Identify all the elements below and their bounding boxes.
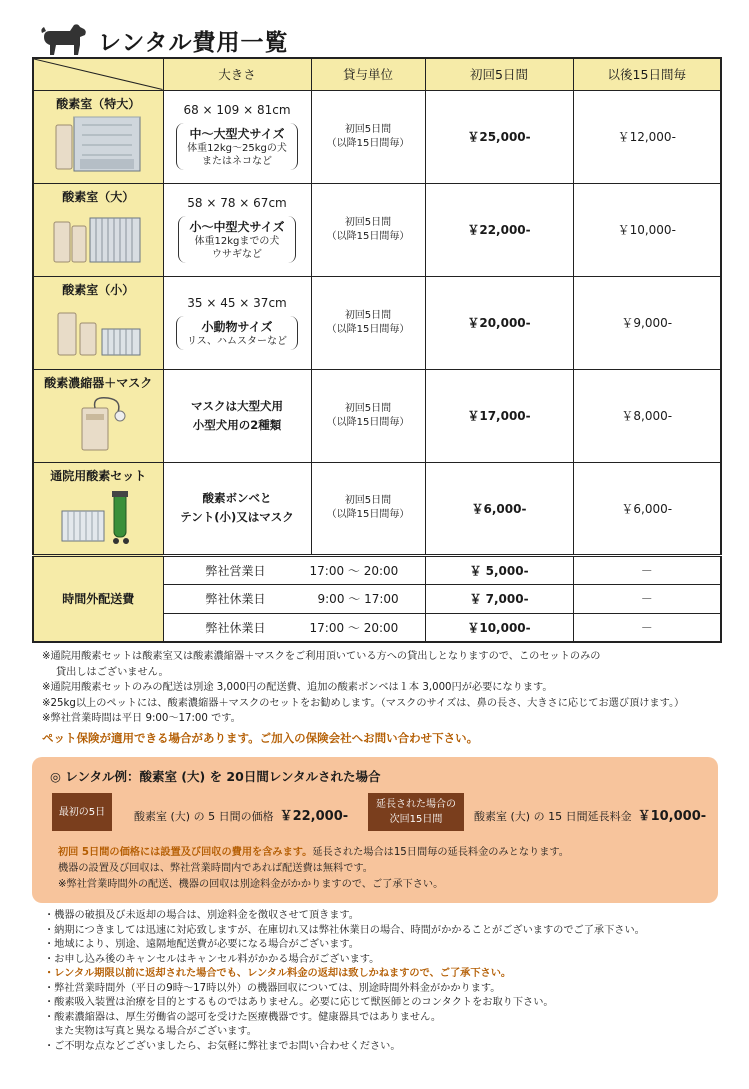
desc-cell [163,462,311,555]
table-row [33,90,721,183]
first-price: ￥17,000- [425,369,573,462]
size-sub1: 体重12kg～25kgの犬 [187,143,287,154]
terms-list [44,909,645,1054]
product-name: 酸素室（大） [62,189,135,204]
size-sub1: リス、ハムスターなど [186,335,288,347]
terms-item: ・酸素濃縮器は、厚生労働省の認可を受けた医療機器です。健康器具ではありません。 [44,1011,442,1023]
overtime-price: ￥ 7,000- [425,584,573,613]
product-name: 通院用酸素セット [50,468,147,483]
example-note-2: 機器の設置及び回収は、弊社営業時間内であれば配送費は無料です。 [58,863,373,874]
header-after: 以後15日間毎 [573,58,721,90]
unit-line2: （以降15日間毎） [326,137,410,149]
extension-box [368,793,464,831]
product-cell [33,369,163,462]
note-line: ※弊社営業時間は平日 9:00～17:00 です。 [42,713,241,724]
after-price: ￥8,000- [573,369,721,462]
overtime-after: － [573,613,721,642]
overtime-slot [163,555,425,584]
overtime-price: ￥10,000- [425,613,573,642]
overtime-row [33,555,721,584]
unit-line2: （以降15日間毎） [326,230,410,242]
product-cell [33,462,163,555]
overtime-slot [163,613,425,642]
example-second-line [474,805,706,824]
example-note-1-bold: 初回 5日間の価格には設置及び回収の費用を含みます。 [58,847,313,858]
size-bracket [176,123,298,170]
unit-cell [311,462,425,555]
first-price: ￥25,000- [425,90,573,183]
size-bracket [176,316,298,350]
page-title: レンタル費用一覧 [98,29,289,56]
table-notes [42,649,732,746]
unit-line1: 初回5日間 [344,309,392,321]
table-row [33,462,721,555]
overtime-day: 弊社休業日 [205,620,266,635]
terms-item: ・機器の破損及び未返却の場合は、別途料金を徴収させて頂きます。 [44,910,359,921]
unit-cell [311,276,425,369]
unit-line1: 初回5日間 [344,216,392,228]
size-class: 小動物サイズ [201,319,273,334]
overtime-slot [163,584,425,613]
example-second-price: ￥10,000- [637,809,707,824]
overtime-day: 弊社営業日 [205,563,266,578]
desc-cell [163,369,311,462]
table-row [33,369,721,462]
overtime-after: － [573,555,721,584]
unit-cell [311,183,425,276]
size-class: 小～中型犬サイズ [189,220,285,234]
product-cell [33,183,163,276]
terms-item: ・弊社営業時間外（平日の9時～17時以外）の機器回収については、別途時間外料金がかかります。 [44,982,501,994]
after-price: ￥10,000- [573,183,721,276]
terms-item-highlight: ・レンタル期限以前に返却された場合でも、レンタル料金の返却は致しかねますので、ご了承下さい。 [44,968,512,979]
unit-line1: 初回5日間 [344,123,392,135]
rental-example-box [32,757,718,903]
after-price: ￥6,000- [573,462,721,555]
desc-line1: マスクは大型犬用 [191,398,283,413]
terms-item: ・納期につきましては迅速に対応致しますが、在庫切れ又は弊社休業日の場合、時間がかかることがございますのでご了承下さい。 [44,924,645,936]
first-price: ￥22,000- [425,183,573,276]
product-name: 酸素室（特大） [56,96,141,111]
rental-price-table [32,57,722,643]
dimensions: 68 × 109 × 81cm [183,103,291,117]
terms-item: ・お申し込み後のキャンセルはキャンセル料がかかる場合がございます。 [44,953,380,965]
product-name: 酸素濃縮器＋マスク [44,375,153,390]
table-header-row [33,58,721,90]
terms-item: ・ご不明な点などございましたら、お気軽に弊社までお問い合わせください。 [44,1040,401,1052]
header-unit: 貸与単位 [311,58,425,90]
overtime-label: 時間外配送費 [33,555,163,642]
overtime-time: 9:00 ～ 17:00 [317,592,399,606]
terms-item: また実物は写真と異なる場合がございます。 [54,1026,257,1037]
size-class: 中～大型犬サイズ [189,127,285,141]
desc-line1: 酸素ボンベと [202,491,272,505]
header-size: 大きさ [163,58,311,90]
example-note-1-rest: 延長された場合は15日間毎の延長料金のみとなります。 [312,847,569,858]
oxygen-concentrator-image [52,394,144,450]
size-sub1: 体重12kgまでの犬 [194,236,280,247]
size-bracket [178,216,295,263]
note-line: ※通院用酸素セットは酸素室又は酸素濃縮器＋マスクをご利用頂いている方への貸出しとなりますので、このセットのみの [42,651,601,662]
size-sub2: ウサギなど [211,249,262,260]
after-price: ￥12,000- [573,90,721,183]
terms-item: ・酸素吸入装置は治療を目的とするものではありません。必要に応じて獣医師とのコンタクトをお取り下さい。 [44,997,554,1008]
example-notes [58,845,569,893]
dimensions: 35 × 45 × 37cm [187,295,287,310]
first-price: ￥20,000- [425,276,573,369]
overtime-time: 17:00 ～ 20:00 [309,563,399,578]
title-row [40,20,289,60]
unit-cell [311,90,425,183]
product-name: 酸素室（小） [62,282,135,297]
size-cell [163,90,311,183]
product-cell [33,276,163,369]
unit-line2: （以降15日間毎） [326,509,410,520]
example-second-text: 酸素室 (大) の 15 日間延長料金 [474,810,632,823]
extension-box-line1: 延長された場合の [376,799,456,810]
oxygen-room-large-image [52,208,144,264]
overtime-day: 弊社休業日 [205,592,266,606]
overtime-after: － [573,584,721,613]
dog-icon [40,23,88,57]
unit-line2: （以降15日間毎） [326,416,410,428]
overtime-price: ￥ 5,000- [425,555,573,584]
header-first: 初回5日間 [425,58,573,90]
example-title: ◎ レンタル例：酸素室 (大) を 20日間レンタルされた場合 [50,769,381,784]
first-5-days-box: 最初の5日 [52,793,112,831]
pet-insurance-note: ペット保険が適用できる場合があります。ご加入の保険会社へお問い合わせ下さい。 [42,730,479,745]
hospital-oxygen-set-image [52,487,144,543]
note-line: 貸出しはございません。 [56,666,169,678]
oxygen-room-xl-image [52,115,144,171]
extension-box-line2: 次回15日間 [389,814,443,825]
product-cell [33,90,163,183]
example-first-price: ￥22,000- [279,809,349,824]
unit-line1: 初回5日間 [344,495,392,506]
table-row [33,183,721,276]
unit-line1: 初回5日間 [344,402,392,414]
after-price: ￥9,000- [573,276,721,369]
overtime-time: 17:00 ～ 20:00 [309,620,399,635]
size-cell [163,276,311,369]
example-first-line [134,805,348,824]
example-note-1 [58,845,569,861]
example-note-3: ※弊社営業時間外の配送、機器の回収は別途料金がかかりますので、ご了承下さい。 [58,879,444,890]
desc-line2: テント(小)又はマスク [180,510,294,524]
note-line: ※通院用酸素セットのみの配送は別途 3,000円の配送費、追加の酸素ボンベは１本 3,000円が必要になります。 [42,682,553,693]
note-line: ※25kg以上のペットには、酸素濃縮器＋マスクのセットをお勧めします。（マスクのサイズは、鼻の長さ、大きさに応じてお選び頂けます。） [42,697,685,709]
terms-item: ・地域により、別途、遠隔地配送費が必要になる場合がございます。 [44,939,359,950]
size-cell [163,183,311,276]
desc-line2: 小型犬用の2種類 [192,417,282,432]
table-row [33,276,721,369]
dimensions: 58 × 78 × 67cm [187,196,287,210]
header-corner [33,58,163,90]
first-price: ￥6,000- [425,462,573,555]
oxygen-room-small-image [52,301,144,357]
unit-cell [311,369,425,462]
unit-line2: （以降15日間毎） [326,323,410,335]
size-sub2: またはネコなど [201,156,272,167]
example-first-text: 酸素室 (大) の 5 日間の価格 [134,810,274,823]
